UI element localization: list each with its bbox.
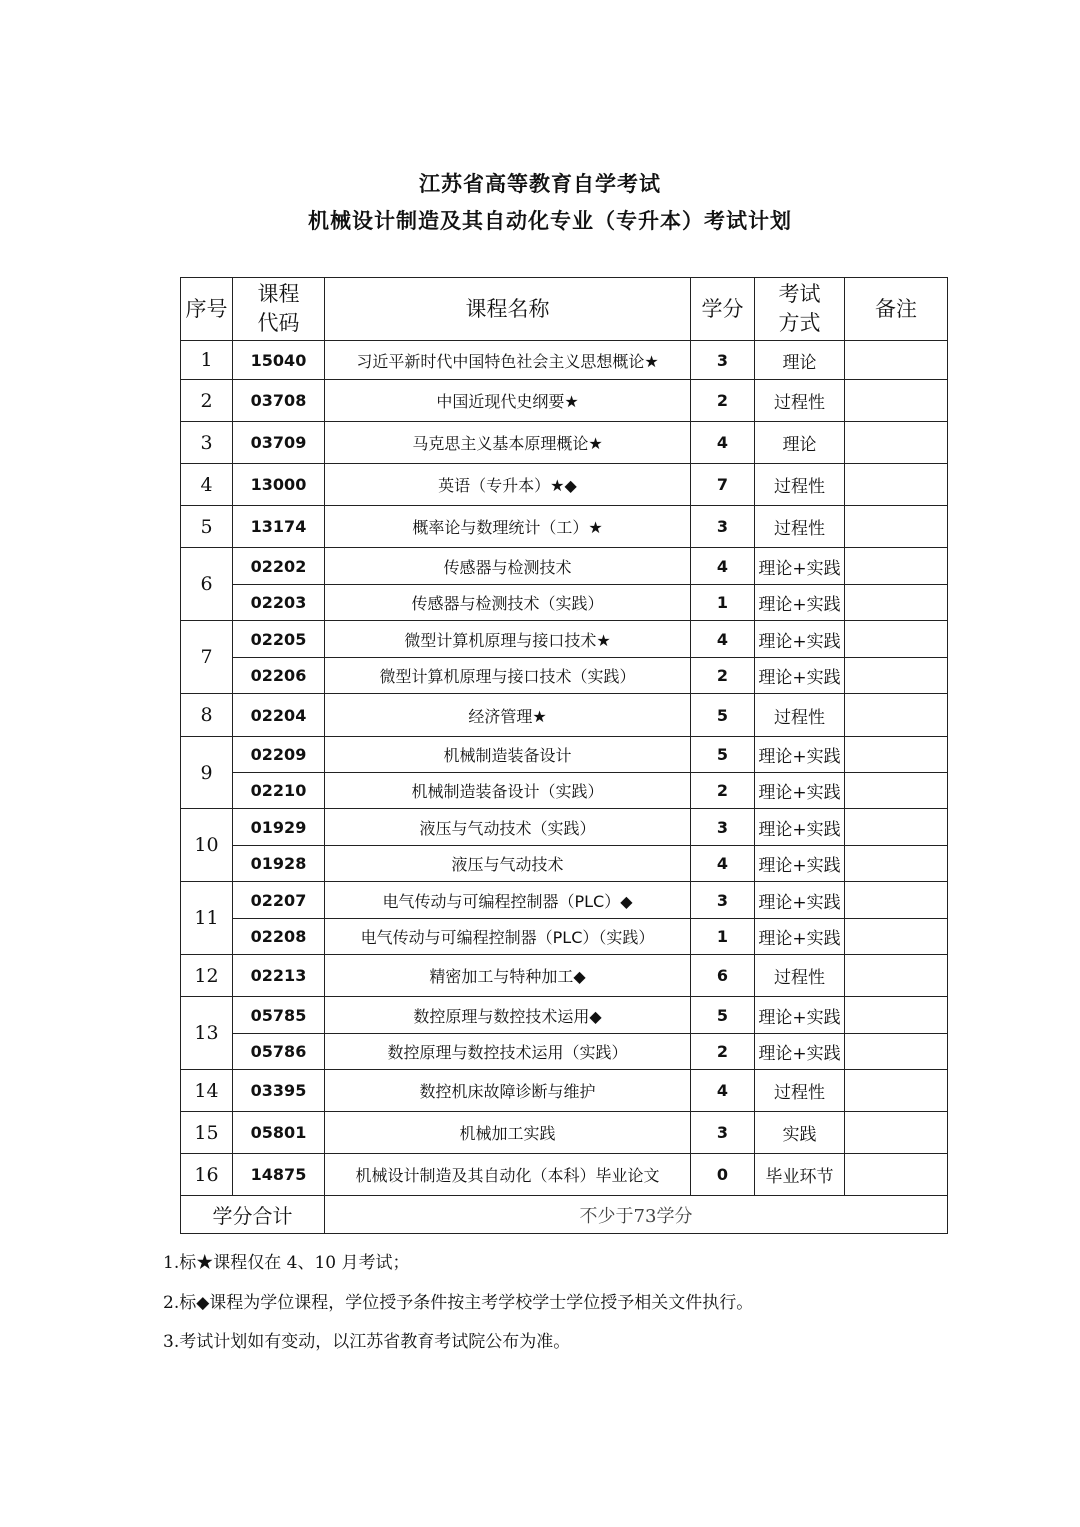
row-remark (845, 380, 948, 422)
row-remark (845, 506, 948, 548)
row-credit: 2 (691, 380, 755, 422)
row-method: 理论+实践 (755, 621, 845, 658)
table-row (181, 341, 948, 380)
table-row (181, 997, 948, 1034)
row-method: 过程性 (755, 1070, 845, 1112)
row-remark (845, 585, 948, 621)
row-credit: 7 (691, 464, 755, 506)
row-credit: 4 (691, 422, 755, 464)
header-method (755, 278, 845, 341)
header-name: 课程名称 (325, 278, 691, 341)
row-seq: 16 (181, 1154, 233, 1196)
header-method-line1: 考试 (778, 282, 821, 306)
row-credit: 3 (691, 506, 755, 548)
row-name: 精密加工与特种加工◆ (325, 955, 691, 997)
row-seq: 5 (181, 506, 233, 548)
row-credit: 3 (691, 1112, 755, 1154)
row-code: 05785 (233, 997, 325, 1034)
header-code-line1: 课程 (257, 282, 300, 306)
row-code: 05786 (233, 1034, 325, 1070)
exam-plan-table (180, 277, 948, 1234)
row-name: 概率论与数理统计（工）★ (325, 506, 691, 548)
row-remark (845, 846, 948, 882)
header-remark: 备注 (845, 278, 948, 341)
table-row (181, 658, 948, 694)
row-credit: 3 (691, 809, 755, 846)
table-row (181, 1034, 948, 1070)
header-method-line2: 方式 (778, 311, 821, 335)
row-code: 01928 (233, 846, 325, 882)
table-row (181, 548, 948, 585)
row-code: 02205 (233, 621, 325, 658)
total-row (181, 1196, 948, 1234)
row-seq: 13 (181, 997, 233, 1070)
row-credit: 3 (691, 341, 755, 380)
row-credit: 5 (691, 694, 755, 737)
row-credit: 4 (691, 621, 755, 658)
row-remark (845, 737, 948, 773)
row-credit: 2 (691, 658, 755, 694)
row-credit: 4 (691, 1070, 755, 1112)
table-row (181, 422, 948, 464)
row-name: 英语（专升本）★◆ (325, 464, 691, 506)
row-remark (845, 997, 948, 1034)
table-row (181, 464, 948, 506)
table-row (181, 955, 948, 997)
row-code: 02203 (233, 585, 325, 621)
row-name: 数控原理与数控技术运用◆ (325, 997, 691, 1034)
row-code: 02213 (233, 955, 325, 997)
row-code: 01929 (233, 809, 325, 846)
row-seq: 9 (181, 737, 233, 809)
header-credit: 学分 (691, 278, 755, 341)
row-name: 传感器与检测技术（实践） (325, 585, 691, 621)
row-remark (845, 658, 948, 694)
row-method: 理论+实践 (755, 548, 845, 585)
table-row (181, 737, 948, 773)
row-name: 微型计算机原理与接口技术（实践） (325, 658, 691, 694)
row-method: 实践 (755, 1112, 845, 1154)
row-method: 过程性 (755, 506, 845, 548)
note-2: 2.标◆课程为学位课程，学位授予条件按主考学校学士学位授予相关文件执行。 (163, 1293, 754, 1313)
total-credits-label: 学分合计 (181, 1196, 325, 1234)
row-credit: 1 (691, 919, 755, 955)
row-name: 电气传动与可编程控制器（PLC）◆ (325, 882, 691, 919)
row-name: 机械制造装备设计（实践） (325, 773, 691, 809)
row-name: 机械制造装备设计 (325, 737, 691, 773)
row-method: 理论+实践 (755, 997, 845, 1034)
row-code: 13174 (233, 506, 325, 548)
row-method: 理论+实践 (755, 809, 845, 846)
row-code: 02202 (233, 548, 325, 585)
row-credit: 2 (691, 773, 755, 809)
table-row (181, 585, 948, 621)
row-credit: 5 (691, 997, 755, 1034)
table-row (181, 882, 948, 919)
row-name: 经济管理★ (325, 694, 691, 737)
document-subtitle: 机械设计制造及其自动化专业（专升本）考试计划 (308, 209, 792, 233)
note-3: 3.考试计划如有变动，以江苏省教育考试院公布为准。 (163, 1332, 571, 1352)
row-method: 理论+实践 (755, 919, 845, 955)
row-credit: 6 (691, 955, 755, 997)
row-method: 过程性 (755, 694, 845, 737)
table-row (181, 1112, 948, 1154)
table-row (181, 380, 948, 422)
table-row (181, 809, 948, 846)
row-remark (845, 1154, 948, 1196)
document-title: 江苏省高等教育自学考试 (419, 172, 661, 196)
row-remark (845, 919, 948, 955)
row-code: 13000 (233, 464, 325, 506)
row-seq: 10 (181, 809, 233, 882)
row-code: 05801 (233, 1112, 325, 1154)
row-credit: 3 (691, 882, 755, 919)
row-code: 02209 (233, 737, 325, 773)
row-credit: 4 (691, 846, 755, 882)
row-code: 02207 (233, 882, 325, 919)
row-seq: 15 (181, 1112, 233, 1154)
row-name: 马克思主义基本原理概论★ (325, 422, 691, 464)
row-seq: 14 (181, 1070, 233, 1112)
row-remark (845, 1070, 948, 1112)
row-remark (845, 1034, 948, 1070)
row-code: 02208 (233, 919, 325, 955)
row-method: 理论+实践 (755, 658, 845, 694)
row-method: 理论+实践 (755, 846, 845, 882)
row-remark (845, 422, 948, 464)
row-method: 理论+实践 (755, 737, 845, 773)
row-name: 机械设计制造及其自动化（本科）毕业论文 (325, 1154, 691, 1196)
table-row (181, 773, 948, 809)
table-row (181, 919, 948, 955)
header-code (233, 278, 325, 341)
row-name: 中国近现代史纲要★ (325, 380, 691, 422)
row-method: 过程性 (755, 464, 845, 506)
row-name: 习近平新时代中国特色社会主义思想概论★ (325, 341, 691, 380)
row-seq: 8 (181, 694, 233, 737)
row-name: 电气传动与可编程控制器（PLC）（实践） (325, 919, 691, 955)
row-code: 03709 (233, 422, 325, 464)
row-code: 02206 (233, 658, 325, 694)
row-credit: 4 (691, 548, 755, 585)
row-method: 理论 (755, 422, 845, 464)
row-credit: 2 (691, 1034, 755, 1070)
row-seq: 1 (181, 341, 233, 380)
row-remark (845, 955, 948, 997)
total-credits-value: 不少于73学分 (325, 1196, 948, 1234)
row-method: 理论+实践 (755, 585, 845, 621)
row-code: 02210 (233, 773, 325, 809)
row-remark (845, 548, 948, 585)
table-row (181, 694, 948, 737)
row-method: 理论+实践 (755, 882, 845, 919)
row-remark (845, 341, 948, 380)
row-name: 液压与气动技术 (325, 846, 691, 882)
table-row (181, 506, 948, 548)
row-code: 14875 (233, 1154, 325, 1196)
row-code: 03395 (233, 1070, 325, 1112)
row-name: 数控机床故障诊断与维护 (325, 1070, 691, 1112)
table-row (181, 621, 948, 658)
row-code: 02204 (233, 694, 325, 737)
row-name: 液压与气动技术（实践） (325, 809, 691, 846)
row-remark (845, 694, 948, 737)
row-seq: 7 (181, 621, 233, 694)
row-seq: 4 (181, 464, 233, 506)
header-code-line2: 代码 (257, 311, 300, 335)
row-credit: 0 (691, 1154, 755, 1196)
row-method: 理论 (755, 341, 845, 380)
table-header-row (181, 278, 948, 341)
header-seq: 序号 (181, 278, 233, 341)
row-seq: 6 (181, 548, 233, 621)
table-row (181, 846, 948, 882)
row-method: 理论+实践 (755, 1034, 845, 1070)
row-credit: 1 (691, 585, 755, 621)
note-1: 1.标★课程仅在 4、10 月考试； (163, 1253, 410, 1273)
row-seq: 11 (181, 882, 233, 955)
row-remark (845, 464, 948, 506)
row-method: 毕业环节 (755, 1154, 845, 1196)
row-name: 微型计算机原理与接口技术★ (325, 621, 691, 658)
row-method: 过程性 (755, 955, 845, 997)
row-remark (845, 809, 948, 846)
row-seq: 2 (181, 380, 233, 422)
row-code: 03708 (233, 380, 325, 422)
row-remark (845, 773, 948, 809)
row-name: 数控原理与数控技术运用（实践） (325, 1034, 691, 1070)
row-seq: 3 (181, 422, 233, 464)
row-name: 传感器与检测技术 (325, 548, 691, 585)
table-row (181, 1070, 948, 1112)
row-remark (845, 621, 948, 658)
table-row (181, 1154, 948, 1196)
row-method: 理论+实践 (755, 773, 845, 809)
row-seq: 12 (181, 955, 233, 997)
row-code: 15040 (233, 341, 325, 380)
row-name: 机械加工实践 (325, 1112, 691, 1154)
row-remark (845, 1112, 948, 1154)
row-credit: 5 (691, 737, 755, 773)
row-method: 过程性 (755, 380, 845, 422)
row-remark (845, 882, 948, 919)
